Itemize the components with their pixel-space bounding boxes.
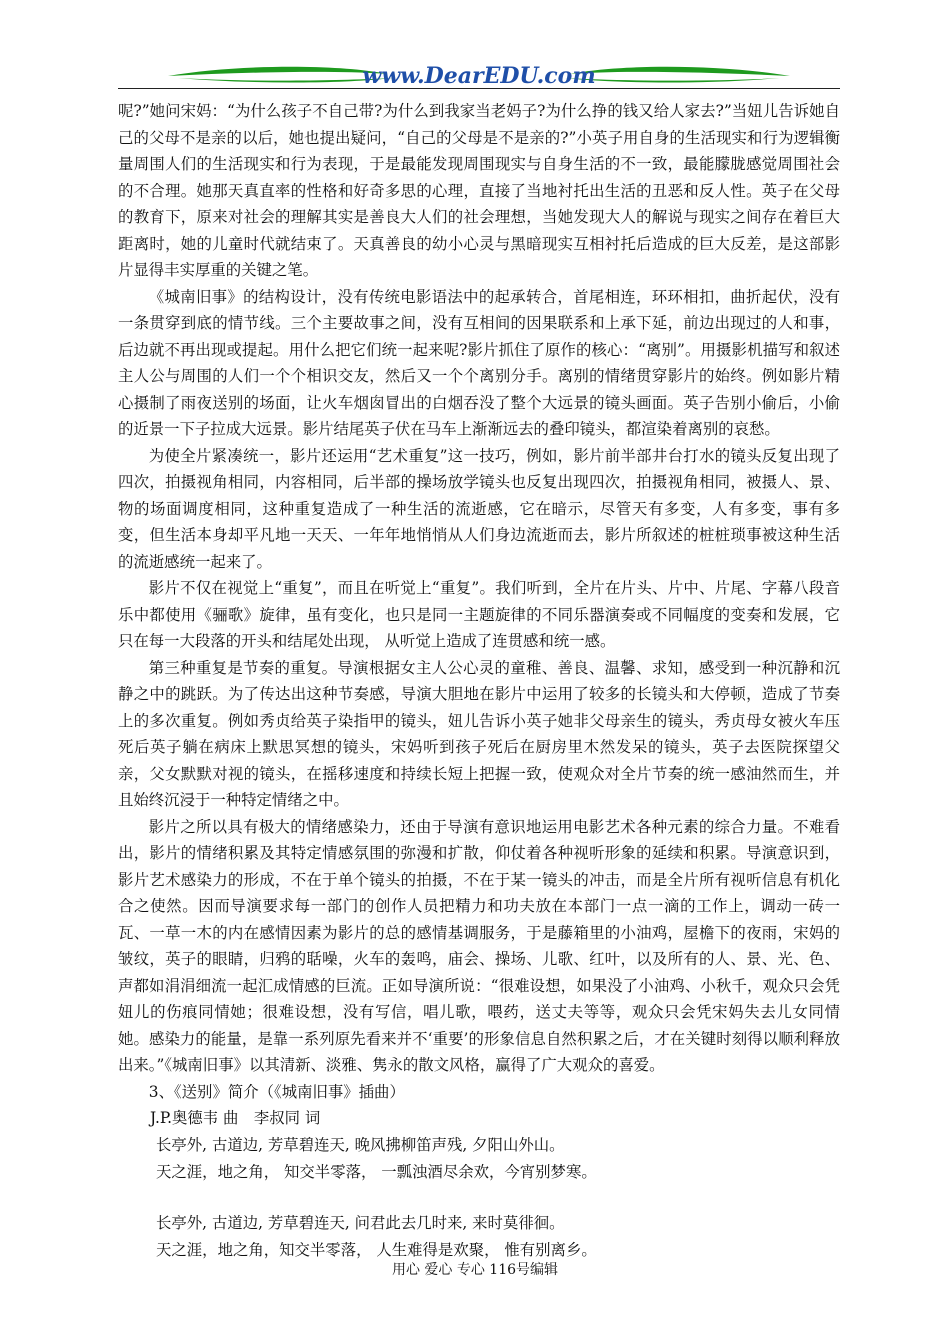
- verse-line: 长亭外, 古道边, 芳草碧连天, 问君此去几时来, 来时莫徘徊。: [156, 1213, 565, 1232]
- header-rule: [118, 88, 840, 89]
- song-credits: J.P.奥德韦 曲 李叔同 词: [150, 1109, 321, 1127]
- paragraph-3: 为使全片紧凑统一，影片还运用“艺术重复”这一技巧，例如，影片前半部井台打水的镜头反复出现了四次，拍摄视角相同，内容相同，后半部的操场放学镜头也反复出现四次，拍摄视角相同，被摄人、景、物的场面调度相同，这种重复造成了一种生活的流逝感，它在暗示，尽管天有多变，人有多变，事有多变，但生活本身却平凡地一天天、一年年地悄悄从人们身边流逝而去，影片所叙述的桩桩琐事被这种生活的流逝感统一起来了。: [118, 446, 840, 571]
- paragraph-2: 《城南旧事》的结构设计，没有传统电影语法中的起承转合，首尾相连，环环相扣，曲折起伏，没有一条贯穿到底的情节线。三个主要故事之间，没有互相间的因果联系和上承下延，前边出现过的人和事，后边就不再出现或提起。用什么把它们统一起来呢?影片抓住了原作的核心：“离别”。用摄影机描写和叙述主人公与周围的人们一个个相识交友，然后又一个个离别分手。离别的情绪贯穿影片的始终。例如影片精心摄制了雨夜送别的场面，让火车烟囱冒出的白烟吞没了整个大远景的镜头画面。英子告别小偷后，小偷的近景一下子拉成大远景。影片结尾英子伏在马车上渐渐远去的叠印镜头，都渲染着离别的哀愁。: [118, 287, 840, 438]
- site-header: [118, 60, 840, 90]
- document-body: [118, 98, 840, 1264]
- verse-line: 天之涯，地之角， 知交半零落， 一瓢浊酒尽余欢，今宵别梦寒。: [156, 1162, 597, 1181]
- site-logo-text: www.DearEDU.com: [362, 63, 596, 89]
- section-heading: 3、《送别》简介（《城南旧事》插曲）: [148, 1082, 405, 1101]
- verse-line: 长亭外, 古道边, 芳草碧连天, 晚风拂柳笛声残, 夕阳山外山。: [156, 1135, 565, 1154]
- paragraph-4: 影片不仅在视觉上“重复”，而且在听觉上“重复”。我们听到，全片在片头、片中、片尾、字幕八段音乐中都使用《骊歌》旋律，虽有变化，也只是同一主题旋律的不同乐器演奏或不同幅度的变奏和发展，它只在每一大段落的开头和结尾处出现， 从听觉上造成了连贯感和统一感。: [118, 579, 840, 650]
- paragraph-1: 呢?”她问宋妈：“为什么孩子不自己带?为什么到我家当老妈子?为什么挣的钱又给人家去?”当妞儿告诉她自己的父母不是亲的以后，她也提出疑问，“自己的父母是不是亲的?”小英子用自身的生活现实和行为逻辑衡量周围人们的生活现实和行为表现，于是最能发现周围现实与自身生活的不一致，最能朦胧感觉周围社会的不合理。她那天真直率的性格和好奇多思的心理，直接了当地衬托出生活的丑恶和反人性。英子在父母的教育下，原来对社会的理解其实是善良大人们的社会理想，当她发现大人的解说与现实之间存在着巨大距离时，她的儿童时代就结束了。天真善良的幼小心灵与黑暗现实互相衬托后造成的巨大反差，是这部影片显得丰实厚重的关键之笔。: [118, 102, 840, 279]
- paragraph-6: 影片之所以具有极大的情绪感染力，还由于导演有意识地运用电影艺术各种元素的综合力量。不难看出，影片的情绪积累及其特定情感氛围的弥漫和扩散，仰仗着各种视听形象的延续和积累。导演意识到，影片艺术感染力的形成，不在于单个镜头的拍摄，不在于某一镜头的冲击，而是全片所有视听信息有机化合之使然。因而导演要求每一部门的创作人员把精力和功夫放在本部门一点一滴的工作上，调动一砖一瓦、一草一木的内在感情因素为影片的总的感情基调服务，于是藤箱里的小油鸡，屋檐下的夜雨，宋妈的皱纹，英子的眼睛，归鸦的聒噪，火车的轰鸣，庙会、操场、儿歌、红叶，以及所有的人、景、光、色、声都如涓涓细流一起汇成情感的巨流。正如导演所说：“很难设想，如果没了小油鸡、小秋千，观众只会凭妞儿的伤痕同情她；很难设想，没有写信，唱儿歌，喂药，送丈夫等等，观众只会凭宋妈失去儿女同情她。感染力的能量，是靠一系列原先看来并不‘重要’的形象信息自然积累之后，才在关键时刻得以顺利释放出来。”《城南旧事》以其清新、淡雅、隽永的散文风格，赢得了广大观众的喜爱。: [118, 817, 840, 1074]
- page-footer: 用心 爱心 专心 116号编辑: [391, 1262, 559, 1278]
- swoosh-logo-icon: [118, 60, 840, 90]
- verse-line: 天之涯，地之角，知交半零落， 人生难得是欢聚， 惟有别离乡。: [156, 1240, 597, 1259]
- paragraph-5: 第三种重复是节奏的重复。导演根据女主人公心灵的童稚、善良、温馨、求知，感受到一种沉静和沉静之中的跳跃。为了传达出这种节奏感，导演大胆地在影片中运用了较多的长镜头和大停顿，造成了节奏上的多次重复。例如秀贞给英子染指甲的镜头，妞儿告诉小英子她非父母亲生的镜头，秀贞母女被火车压死后英子躺在病床上默思冥想的镜头，宋妈听到孩子死后在厨房里木然发呆的镜头，英子去医院探望父亲，父女默默对视的镜头，在摇移速度和持续长短上把握一致，使观众对全片节奏的统一感油然而生，并且始终沉浸于一种特定情绪之中。: [118, 658, 840, 809]
- stanza-gap: [118, 1186, 840, 1210]
